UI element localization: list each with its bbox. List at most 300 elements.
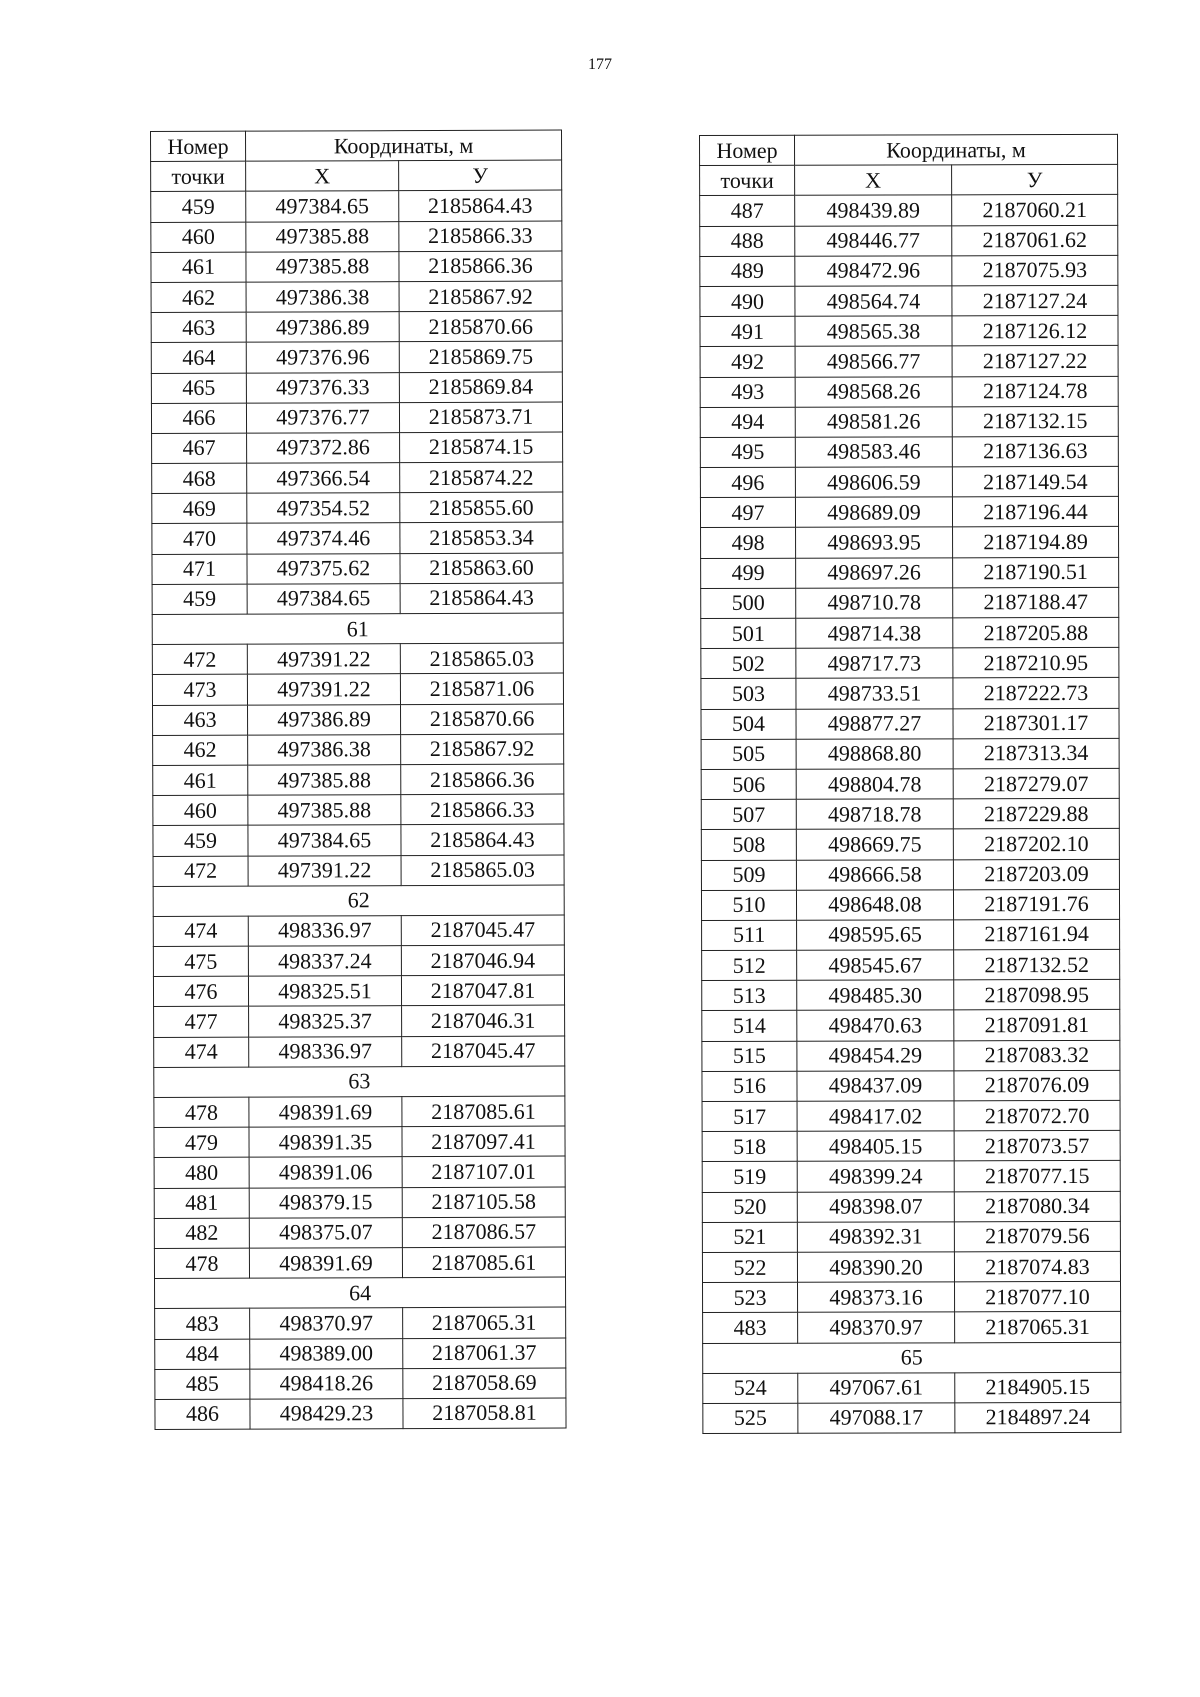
point-number-cell: 493 xyxy=(700,377,795,407)
table-row xyxy=(152,583,563,615)
y-coordinate-cell: 2187058.69 xyxy=(403,1368,566,1399)
x-coordinate-cell: 498429.23 xyxy=(250,1398,403,1429)
table-header-row xyxy=(700,134,1118,165)
y-coordinate-cell: 2187105.58 xyxy=(402,1187,565,1218)
x-coordinate-cell: 497375.62 xyxy=(247,553,400,584)
x-coordinate-cell: 498733.51 xyxy=(796,678,953,709)
x-coordinate-cell: 498418.26 xyxy=(250,1368,403,1399)
section-number: 62 xyxy=(153,885,564,917)
table-row xyxy=(153,975,564,1007)
table-row xyxy=(701,678,1119,709)
point-number-cell: 496 xyxy=(700,467,795,497)
y-coordinate-cell: 2187132.15 xyxy=(952,406,1118,437)
y-coordinate-cell: 2187190.51 xyxy=(953,557,1119,588)
point-number-cell: 463 xyxy=(153,705,248,736)
point-number-cell: 463 xyxy=(151,312,246,343)
y-coordinate-cell: 2187058.81 xyxy=(403,1398,566,1429)
y-coordinate-cell: 2187210.95 xyxy=(953,648,1119,679)
table-row xyxy=(155,1307,566,1339)
table-row xyxy=(151,311,562,343)
table-row xyxy=(702,1251,1120,1282)
table-row xyxy=(155,1338,566,1370)
y-coordinate-cell: 2187045.47 xyxy=(401,915,564,946)
table-row xyxy=(154,1096,565,1128)
y-coordinate-cell: 2187085.61 xyxy=(402,1247,565,1278)
table-row xyxy=(153,915,564,947)
table-row xyxy=(154,1187,565,1219)
x-coordinate-cell: 498568.26 xyxy=(795,376,952,407)
y-coordinate-cell: 2187083.32 xyxy=(954,1040,1120,1071)
x-coordinate-cell: 498439.89 xyxy=(795,195,952,226)
x-coordinate-cell: 497366.54 xyxy=(247,463,400,494)
y-coordinate-cell: 2187091.81 xyxy=(954,1010,1120,1041)
point-number-cell: 479 xyxy=(154,1127,249,1158)
x-coordinate-cell: 498581.26 xyxy=(795,407,952,438)
x-coordinate-cell: 498565.38 xyxy=(795,316,952,347)
y-coordinate-cell: 2187127.22 xyxy=(952,346,1118,377)
header-y: У xyxy=(399,160,562,191)
section-number: 65 xyxy=(703,1342,1121,1373)
y-coordinate-cell: 2187065.31 xyxy=(955,1312,1121,1343)
x-coordinate-cell: 498373.16 xyxy=(798,1282,955,1313)
table-row xyxy=(701,557,1119,588)
y-coordinate-cell: 2187191.76 xyxy=(953,889,1119,920)
y-coordinate-cell: 2187107.01 xyxy=(402,1156,565,1187)
table-row xyxy=(154,1247,565,1279)
y-coordinate-cell: 2185869.84 xyxy=(399,372,562,403)
x-coordinate-cell: 498666.58 xyxy=(796,859,953,890)
table-row xyxy=(154,1217,565,1249)
x-coordinate-cell: 498454.29 xyxy=(797,1040,954,1071)
x-coordinate-cell: 497391.22 xyxy=(247,644,400,675)
point-number-cell: 491 xyxy=(700,316,795,346)
table-row xyxy=(702,919,1120,950)
y-coordinate-cell: 2187075.93 xyxy=(952,255,1118,286)
y-coordinate-cell: 2185865.03 xyxy=(400,643,563,674)
point-number-cell: 478 xyxy=(154,1097,249,1128)
x-coordinate-cell: 498379.15 xyxy=(249,1187,402,1218)
y-coordinate-cell: 2187205.88 xyxy=(953,617,1119,648)
table-row xyxy=(700,466,1118,497)
table-row xyxy=(152,643,563,675)
point-number-cell: 512 xyxy=(702,950,797,980)
x-coordinate-cell: 498398.07 xyxy=(797,1191,954,1222)
y-coordinate-cell: 2185869.75 xyxy=(399,341,562,372)
y-coordinate-cell: 2185866.33 xyxy=(399,221,562,252)
header-number-line1: Номер xyxy=(151,131,246,162)
x-coordinate-cell: 498595.65 xyxy=(797,920,954,951)
x-coordinate-cell: 498718.78 xyxy=(796,799,953,830)
table-row xyxy=(151,190,562,222)
y-coordinate-cell: 2185874.15 xyxy=(400,432,563,463)
coordinates-table-right xyxy=(699,134,1121,1434)
table-row xyxy=(702,1131,1120,1162)
y-coordinate-cell: 2187124.78 xyxy=(952,376,1118,407)
y-coordinate-cell: 2187098.95 xyxy=(954,980,1120,1011)
point-number-cell: 492 xyxy=(700,347,795,377)
point-number-cell: 486 xyxy=(155,1399,250,1430)
y-coordinate-cell: 2187065.31 xyxy=(403,1307,566,1338)
y-coordinate-cell: 2187196.44 xyxy=(952,497,1118,528)
point-number-cell: 511 xyxy=(702,920,797,950)
y-coordinate-cell: 2185871.06 xyxy=(400,673,563,704)
point-number-cell: 461 xyxy=(153,765,248,796)
y-coordinate-cell: 2187077.10 xyxy=(955,1282,1121,1313)
x-coordinate-cell: 498606.59 xyxy=(795,467,952,498)
y-coordinate-cell: 2187073.57 xyxy=(954,1131,1120,1162)
point-number-cell: 518 xyxy=(702,1131,797,1161)
point-number-cell: 474 xyxy=(153,916,248,947)
table-row xyxy=(153,824,564,856)
point-number-cell: 525 xyxy=(703,1403,798,1433)
x-coordinate-cell: 498399.24 xyxy=(797,1161,954,1192)
page-number: 177 xyxy=(588,56,612,73)
x-coordinate-cell: 497386.38 xyxy=(248,734,401,765)
point-number-cell: 505 xyxy=(701,739,796,769)
point-number-cell: 474 xyxy=(154,1037,249,1068)
y-coordinate-cell: 2184897.24 xyxy=(955,1402,1121,1433)
x-coordinate-cell: 497391.22 xyxy=(248,855,401,886)
table-row xyxy=(700,255,1118,286)
x-coordinate-cell: 498470.63 xyxy=(797,1010,954,1041)
point-number-cell: 519 xyxy=(702,1162,797,1192)
point-number-cell: 485 xyxy=(155,1369,250,1400)
table-row xyxy=(701,617,1119,648)
table-row xyxy=(702,949,1120,980)
point-number-cell: 489 xyxy=(700,256,795,286)
point-number-cell: 469 xyxy=(152,493,247,524)
y-coordinate-cell: 2187126.12 xyxy=(952,316,1118,347)
y-coordinate-cell: 2187047.81 xyxy=(401,975,564,1006)
x-coordinate-cell: 498689.09 xyxy=(795,497,952,528)
y-coordinate-cell: 2185864.43 xyxy=(399,190,562,221)
table-row xyxy=(702,1070,1120,1101)
x-coordinate-cell: 498714.38 xyxy=(796,618,953,649)
y-coordinate-cell: 2187222.73 xyxy=(953,678,1119,709)
y-coordinate-cell: 2187046.94 xyxy=(401,945,564,976)
x-coordinate-cell: 497384.65 xyxy=(248,825,401,856)
x-coordinate-cell: 498390.20 xyxy=(797,1252,954,1283)
x-coordinate-cell: 497385.88 xyxy=(246,221,399,252)
point-number-cell: 503 xyxy=(701,679,796,709)
x-coordinate-cell: 498392.31 xyxy=(797,1222,954,1253)
point-number-cell: 507 xyxy=(701,799,796,829)
header-coordinates: Координаты, м xyxy=(246,130,562,161)
table-row xyxy=(702,1010,1120,1041)
y-coordinate-cell: 2187097.41 xyxy=(402,1126,565,1157)
x-coordinate-cell: 497386.89 xyxy=(246,312,399,343)
header-number-line2: точки xyxy=(700,165,795,195)
table-row xyxy=(701,708,1119,739)
x-coordinate-cell: 498648.08 xyxy=(796,890,953,921)
point-number-cell: 517 xyxy=(702,1101,797,1131)
y-coordinate-cell: 2187060.21 xyxy=(952,195,1118,226)
x-coordinate-cell: 497376.96 xyxy=(246,342,399,373)
x-coordinate-cell: 498405.15 xyxy=(797,1131,954,1162)
x-coordinate-cell: 498437.09 xyxy=(797,1071,954,1102)
point-number-cell: 522 xyxy=(702,1252,797,1282)
y-coordinate-cell: 2187149.54 xyxy=(952,466,1118,497)
point-number-cell: 468 xyxy=(152,463,247,494)
y-coordinate-cell: 2185870.66 xyxy=(401,704,564,735)
point-number-cell: 515 xyxy=(702,1041,797,1071)
y-coordinate-cell: 2187046.31 xyxy=(402,1005,565,1036)
y-coordinate-cell: 2187127.24 xyxy=(952,285,1118,316)
x-coordinate-cell: 498391.06 xyxy=(249,1157,402,1188)
y-coordinate-cell: 2187194.89 xyxy=(953,527,1119,558)
point-number-cell: 475 xyxy=(153,946,248,977)
table-row xyxy=(151,402,562,434)
x-coordinate-cell: 498710.78 xyxy=(796,588,953,619)
point-number-cell: 470 xyxy=(152,524,247,555)
y-coordinate-cell: 2187077.15 xyxy=(954,1161,1120,1192)
table-row xyxy=(701,829,1119,860)
point-number-cell: 500 xyxy=(701,588,796,618)
y-coordinate-cell: 2187085.61 xyxy=(402,1096,565,1127)
table-row xyxy=(154,1005,565,1037)
table-row xyxy=(151,341,562,373)
x-coordinate-cell: 497376.77 xyxy=(246,402,399,433)
y-coordinate-cell: 2187061.37 xyxy=(403,1338,566,1369)
table-row xyxy=(703,1402,1121,1433)
point-number-cell: 484 xyxy=(155,1339,250,1370)
point-number-cell: 509 xyxy=(701,860,796,890)
x-coordinate-cell: 498697.26 xyxy=(796,557,953,588)
point-number-cell: 481 xyxy=(154,1188,249,1219)
table-row xyxy=(700,195,1118,226)
x-coordinate-cell: 497391.22 xyxy=(247,674,400,705)
y-coordinate-cell: 2187080.34 xyxy=(954,1191,1120,1222)
x-coordinate-cell: 498485.30 xyxy=(797,980,954,1011)
table-row xyxy=(153,764,564,796)
table-row xyxy=(154,1156,565,1188)
x-coordinate-cell: 498325.51 xyxy=(248,976,401,1007)
y-coordinate-cell: 2187076.09 xyxy=(954,1070,1120,1101)
x-coordinate-cell: 498446.77 xyxy=(795,225,952,256)
table-row xyxy=(700,497,1118,528)
point-number-cell: 459 xyxy=(151,192,246,223)
point-number-cell: 499 xyxy=(701,558,796,588)
table-subheader-row xyxy=(151,160,562,192)
point-number-cell: 488 xyxy=(700,226,795,256)
header-x: X xyxy=(246,161,399,192)
table-row xyxy=(701,799,1119,830)
section-number: 63 xyxy=(154,1066,565,1098)
table-row xyxy=(151,221,562,253)
section-number: 61 xyxy=(152,613,563,645)
y-coordinate-cell: 2187161.94 xyxy=(954,919,1120,950)
point-number-cell: 459 xyxy=(153,825,248,856)
table-row xyxy=(152,673,563,705)
table-header-row xyxy=(151,130,562,162)
point-number-cell: 467 xyxy=(152,433,247,464)
table-row xyxy=(703,1312,1121,1343)
y-coordinate-cell: 2187313.34 xyxy=(953,738,1119,769)
x-coordinate-cell: 497384.65 xyxy=(247,583,400,614)
table-row xyxy=(151,251,562,283)
point-number-cell: 483 xyxy=(155,1308,250,1339)
point-number-cell: 504 xyxy=(701,709,796,739)
x-coordinate-cell: 498370.97 xyxy=(798,1312,955,1343)
point-number-cell: 472 xyxy=(152,644,247,675)
header-x: X xyxy=(795,165,952,196)
y-coordinate-cell: 2187074.83 xyxy=(954,1251,1120,1282)
table-row xyxy=(700,376,1118,407)
table-row xyxy=(700,436,1118,467)
y-coordinate-cell: 2185870.66 xyxy=(399,311,562,342)
y-coordinate-cell: 2187079.56 xyxy=(954,1221,1120,1252)
point-number-cell: 478 xyxy=(154,1248,249,1279)
point-number-cell: 460 xyxy=(151,222,246,253)
table-row xyxy=(701,889,1119,920)
table-subheader-row xyxy=(700,165,1118,196)
point-number-cell: 466 xyxy=(151,403,246,434)
table-row xyxy=(700,346,1118,377)
point-number-cell: 482 xyxy=(154,1218,249,1249)
section-row xyxy=(703,1342,1121,1373)
x-coordinate-cell: 498564.74 xyxy=(795,286,952,317)
point-number-cell: 464 xyxy=(151,342,246,373)
point-number-cell: 461 xyxy=(151,252,246,283)
x-coordinate-cell: 498391.35 xyxy=(249,1127,402,1158)
table-row xyxy=(153,704,564,736)
table-row xyxy=(700,285,1118,316)
point-number-cell: 465 xyxy=(151,373,246,404)
x-coordinate-cell: 497386.89 xyxy=(248,704,401,735)
x-coordinate-cell: 498693.95 xyxy=(796,527,953,558)
point-number-cell: 462 xyxy=(153,735,248,766)
y-coordinate-cell: 2187045.47 xyxy=(402,1036,565,1067)
table-row xyxy=(703,1372,1121,1403)
x-coordinate-cell: 498566.77 xyxy=(795,346,952,377)
table-row xyxy=(700,406,1118,437)
table-row xyxy=(152,553,563,585)
y-coordinate-cell: 2187188.47 xyxy=(953,587,1119,618)
x-coordinate-cell: 497376.33 xyxy=(246,372,399,403)
x-coordinate-cell: 497385.88 xyxy=(248,765,401,796)
table-row xyxy=(701,768,1119,799)
x-coordinate-cell: 498717.73 xyxy=(796,648,953,679)
x-coordinate-cell: 497386.38 xyxy=(246,282,399,313)
y-coordinate-cell: 2187061.62 xyxy=(952,225,1118,256)
x-coordinate-cell: 498583.46 xyxy=(795,437,952,468)
header-y: У xyxy=(952,165,1118,196)
table-row xyxy=(701,587,1119,618)
point-number-cell: 497 xyxy=(700,497,795,527)
x-coordinate-cell: 498325.37 xyxy=(249,1006,402,1037)
y-coordinate-cell: 2185865.03 xyxy=(401,855,564,886)
y-coordinate-cell: 2185866.33 xyxy=(401,794,564,825)
table-row xyxy=(702,1221,1120,1252)
y-coordinate-cell: 2185853.34 xyxy=(400,522,563,553)
table-row xyxy=(700,316,1118,347)
point-number-cell: 513 xyxy=(702,980,797,1010)
point-number-cell: 483 xyxy=(703,1313,798,1343)
y-coordinate-cell: 2187203.09 xyxy=(953,859,1119,890)
table-row xyxy=(701,738,1119,769)
y-coordinate-cell: 2185867.92 xyxy=(399,281,562,312)
point-number-cell: 516 xyxy=(702,1071,797,1101)
header-coordinates: Координаты, м xyxy=(795,134,1118,165)
x-coordinate-cell: 498545.67 xyxy=(797,950,954,981)
table-row xyxy=(151,281,562,313)
y-coordinate-cell: 2185874.22 xyxy=(400,462,563,493)
point-number-cell: 514 xyxy=(702,1011,797,1041)
section-row xyxy=(153,885,564,917)
table-row xyxy=(701,527,1119,558)
x-coordinate-cell: 498868.80 xyxy=(796,739,953,770)
point-number-cell: 506 xyxy=(701,769,796,799)
table-row xyxy=(153,945,564,977)
point-number-cell: 520 xyxy=(702,1192,797,1222)
point-number-cell: 460 xyxy=(153,795,248,826)
point-number-cell: 521 xyxy=(702,1222,797,1252)
table-row xyxy=(153,794,564,826)
y-coordinate-cell: 2187136.63 xyxy=(952,436,1118,467)
table-row xyxy=(154,1126,565,1158)
x-coordinate-cell: 497385.88 xyxy=(248,795,401,826)
x-coordinate-cell: 498417.02 xyxy=(797,1101,954,1132)
x-coordinate-cell: 497067.61 xyxy=(798,1373,955,1404)
table-row xyxy=(155,1368,566,1400)
table-row xyxy=(700,225,1118,256)
y-coordinate-cell: 2185863.60 xyxy=(400,553,563,584)
table-row xyxy=(703,1282,1121,1313)
table-row xyxy=(151,372,562,404)
point-number-cell: 459 xyxy=(152,584,247,615)
point-number-cell: 495 xyxy=(700,437,795,467)
point-number-cell: 523 xyxy=(703,1282,798,1312)
point-number-cell: 476 xyxy=(153,976,248,1007)
y-coordinate-cell: 2187279.07 xyxy=(953,768,1119,799)
section-row xyxy=(152,613,563,645)
point-number-cell: 490 xyxy=(700,286,795,316)
x-coordinate-cell: 498336.97 xyxy=(249,1036,402,1067)
section-number: 64 xyxy=(155,1277,566,1309)
x-coordinate-cell: 497374.46 xyxy=(247,523,400,554)
x-coordinate-cell: 498669.75 xyxy=(796,829,953,860)
table-row xyxy=(702,1100,1120,1131)
point-number-cell: 487 xyxy=(700,196,795,226)
x-coordinate-cell: 498389.00 xyxy=(250,1338,403,1369)
x-coordinate-cell: 497372.86 xyxy=(247,433,400,464)
y-coordinate-cell: 2185873.71 xyxy=(399,402,562,433)
point-number-cell: 494 xyxy=(700,407,795,437)
table-row xyxy=(154,1036,565,1068)
table-row xyxy=(702,1040,1120,1071)
x-coordinate-cell: 498370.97 xyxy=(250,1308,403,1339)
y-coordinate-cell: 2185866.36 xyxy=(401,764,564,795)
x-coordinate-cell: 498391.69 xyxy=(249,1248,402,1279)
section-row xyxy=(154,1066,565,1098)
x-coordinate-cell: 498336.97 xyxy=(248,916,401,947)
y-coordinate-cell: 2185867.92 xyxy=(401,734,564,765)
y-coordinate-cell: 2187072.70 xyxy=(954,1100,1120,1131)
point-number-cell: 524 xyxy=(703,1373,798,1403)
x-coordinate-cell: 498337.24 xyxy=(248,946,401,977)
table-row xyxy=(152,522,563,554)
table-row xyxy=(702,1191,1120,1222)
x-coordinate-cell: 498877.27 xyxy=(796,708,953,739)
x-coordinate-cell: 497088.17 xyxy=(798,1403,955,1434)
x-coordinate-cell: 498375.07 xyxy=(249,1217,402,1248)
y-coordinate-cell: 2185855.60 xyxy=(400,492,563,523)
header-number-line2: точки xyxy=(151,161,246,192)
point-number-cell: 471 xyxy=(152,554,247,585)
y-coordinate-cell: 2184905.15 xyxy=(955,1372,1121,1403)
point-number-cell: 462 xyxy=(151,282,246,313)
table-row xyxy=(152,432,563,464)
